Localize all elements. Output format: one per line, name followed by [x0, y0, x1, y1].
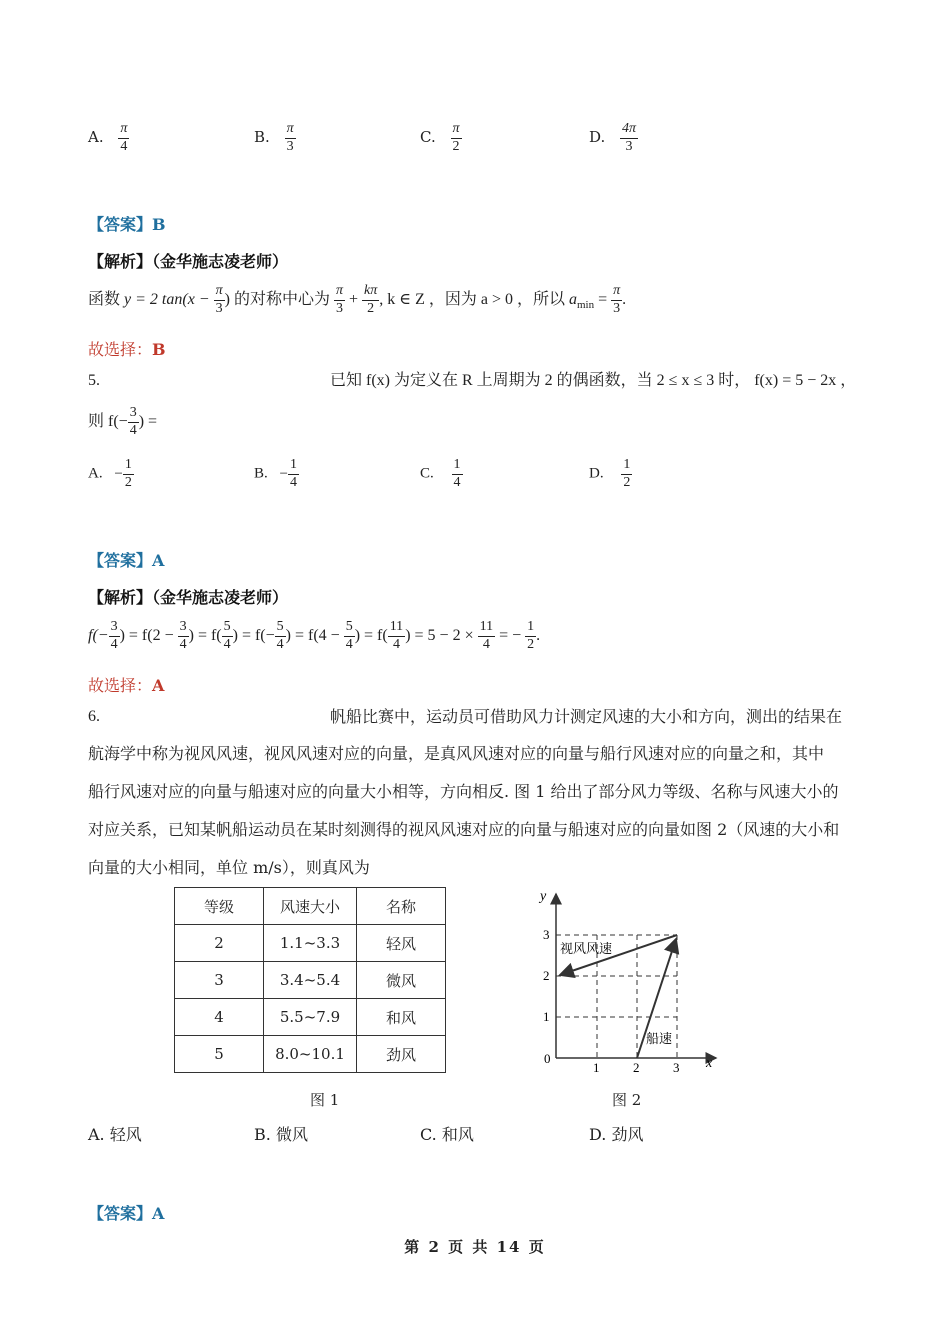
fraction: $\frac{\pi}{3}$ [286, 121, 294, 154]
table-header: 等级 [175, 888, 264, 925]
q6-stem-line3: 船行风速对应的向量与船速对应的向量大小相等，方向相反. 图 1 给出了部分风力等级、名称与风速大小的 [88, 782, 839, 801]
figure-2-caption: 图 2 [612, 1091, 642, 1109]
fraction: $\frac{3}{4}$ [110, 619, 118, 652]
fraction: $\frac{11}{4}$ [389, 619, 404, 652]
q5-option-d[interactable]: D. $\frac{1}{2}$ [589, 457, 631, 490]
y-tick-label: 3 [543, 927, 550, 942]
figure-1-caption: 图 1 [310, 1091, 340, 1109]
fraction: $\frac{k\pi}{2}$ [364, 283, 378, 316]
q4-option-a[interactable]: A. $\frac{\pi}{4}$ [88, 121, 128, 154]
q6-number: 6. [88, 708, 100, 725]
q5-select: 故选择：A [88, 676, 165, 695]
q4-option-b[interactable]: B. $\frac{\pi}{3}$ [254, 121, 294, 154]
fraction: $\frac{\pi}{4}$ [120, 121, 128, 154]
x-tick-label: 3 [673, 1060, 680, 1075]
wind-scale-table [174, 887, 446, 1073]
q5-option-b[interactable]: B. − $\frac{1}{4}$ [254, 457, 297, 490]
table-cell: 8.0~10.1 [264, 1036, 357, 1073]
table-row [175, 962, 446, 999]
q6-stem-line1: 帆船比赛中，运动员可借助风力计测定风速的大小和方向，测出的结果在 [330, 707, 843, 726]
fraction: $\frac{3}{4}$ [129, 405, 137, 438]
fraction: $\frac{1}{2}$ [623, 457, 631, 490]
q4-option-c[interactable]: C. $\frac{\pi}{2}$ [420, 121, 460, 154]
q5-analysis-calc: f(− $\frac{3}{4}$ ) = f(2 − $\frac{3}{4}$ ) = f( $\frac{5}{4}$ ) = f(− $\frac{5}{4}$ ) = f(4 − $\frac{5}{4}$ ) = f( $\frac{11}{4}$ ) = 5 − 2 × $\frac{11}{4}$ = − $\frac{1}{2}$ . [88, 619, 541, 652]
origin-label: 0 [544, 1051, 551, 1066]
q6-stem-line4: 对应关系，已知某帆船运动员在某时刻测得的视风风速对应的向量与船速对应的向量如图 2（风速的大小和 [88, 820, 840, 839]
fraction: $\frac{1}{4}$ [453, 457, 461, 490]
table-cell: 轻风 [357, 925, 446, 962]
table-cell: 劲风 [357, 1036, 446, 1073]
x-axis-label: x [706, 1056, 713, 1071]
q5-option-c[interactable]: C. $\frac{1}{4}$ [420, 457, 461, 490]
table-cell: 1.1~3.3 [264, 925, 357, 962]
boat-speed-label: 船速 [646, 1032, 673, 1047]
table-cell: 3 [175, 962, 264, 999]
table-cell: 微风 [357, 962, 446, 999]
apparent-wind-label: 视风风速 [560, 942, 613, 957]
q6-option-a[interactable]: A. 轻风 [88, 1125, 142, 1144]
table-row [175, 1036, 446, 1073]
fraction: $\frac{\pi}{3}$ [215, 283, 223, 316]
page-footer: 第 2 页 共 14 页 [404, 1238, 546, 1256]
q5-number: 5. [88, 372, 100, 389]
fraction: $\frac{4\pi}{3}$ [622, 121, 637, 154]
q4-select: 故选择：B [88, 340, 166, 359]
fraction: $\frac{5}{4}$ [345, 619, 353, 652]
fraction: $\frac{5}{4}$ [223, 619, 231, 652]
figure-2-vector-diagram [520, 882, 730, 1082]
table-row [175, 925, 446, 962]
table-header-row [175, 888, 446, 925]
fraction: $\frac{\pi}{3}$ [613, 283, 621, 316]
x-tick-label: 2 [633, 1060, 640, 1075]
fraction: $\frac{1}{2}$ [124, 457, 132, 490]
q4-analysis-label: 【解析】（金华施志凌老师） [88, 252, 289, 271]
q4-analysis-text: 函数 y = 2 tan(x − $\frac{\pi}{3}$ ) 的对称中心为 $\frac{\pi}{3}$ + $\frac{k\pi}{2}$ , k ∈ Z ，因为 a > 0 ，所以 $a_{min}$ = $\frac{\pi}{3}$ . [88, 283, 627, 316]
table-header: 名称 [357, 888, 446, 925]
fraction: $\frac{1}{4}$ [289, 457, 297, 490]
q4-answer: 【答案】B [88, 215, 166, 234]
q5-answer: 【答案】A [88, 551, 165, 570]
table-cell: 2 [175, 925, 264, 962]
table-cell: 5 [175, 1036, 264, 1073]
table-cell: 5.5~7.9 [264, 999, 357, 1036]
q5-stem-line1: 已知 f(x) 为定义在 R 上周期为 2 的偶函数，当 2 ≤ x ≤ 3 时， f(x) = 5 − 2x ， [330, 372, 857, 389]
table-row [175, 999, 446, 1036]
fraction: $\frac{\pi}{2}$ [452, 121, 460, 154]
x-tick-label: 1 [593, 1060, 600, 1075]
y-tick-label: 1 [543, 1009, 550, 1024]
fraction: $\frac{5}{4}$ [276, 619, 284, 652]
fraction: $\frac{11}{4}$ [479, 619, 494, 652]
table-cell: 4 [175, 999, 264, 1036]
table-cell: 3.4~5.4 [264, 962, 357, 999]
fraction: $\frac{1}{2}$ [527, 619, 535, 652]
q5-analysis-label: 【解析】（金华施志凌老师） [88, 588, 289, 607]
q5-option-a[interactable]: A. − $\frac{1}{2}$ [88, 457, 132, 490]
q6-stem-line5: 向量的大小相同，单位 m/s），则真风为 [88, 858, 370, 877]
y-tick-label: 2 [543, 968, 550, 983]
y-axis-label: y [540, 889, 547, 904]
fraction: $\frac{3}{4}$ [179, 619, 187, 652]
table-header: 风速大小 [264, 888, 357, 925]
q6-stem-line2: 航海学中称为视风风速，视风风速对应的向量，是真风风速对应的向量与船行风速对应的向量之和，其中 [88, 744, 825, 763]
q4-option-d[interactable]: D. $\frac{4\pi}{3}$ [589, 121, 637, 154]
q6-option-c[interactable]: C. 和风 [420, 1125, 474, 1144]
q6-answer: 【答案】A [88, 1204, 165, 1223]
fraction: $\frac{\pi}{3}$ [335, 283, 343, 316]
q5-stem-line2: 则 f(− $\frac{3}{4}$ ) = [88, 405, 158, 438]
q6-option-b[interactable]: B. 微风 [254, 1125, 308, 1144]
table-cell: 和风 [357, 999, 446, 1036]
q6-option-d[interactable]: D. 劲风 [589, 1125, 644, 1144]
